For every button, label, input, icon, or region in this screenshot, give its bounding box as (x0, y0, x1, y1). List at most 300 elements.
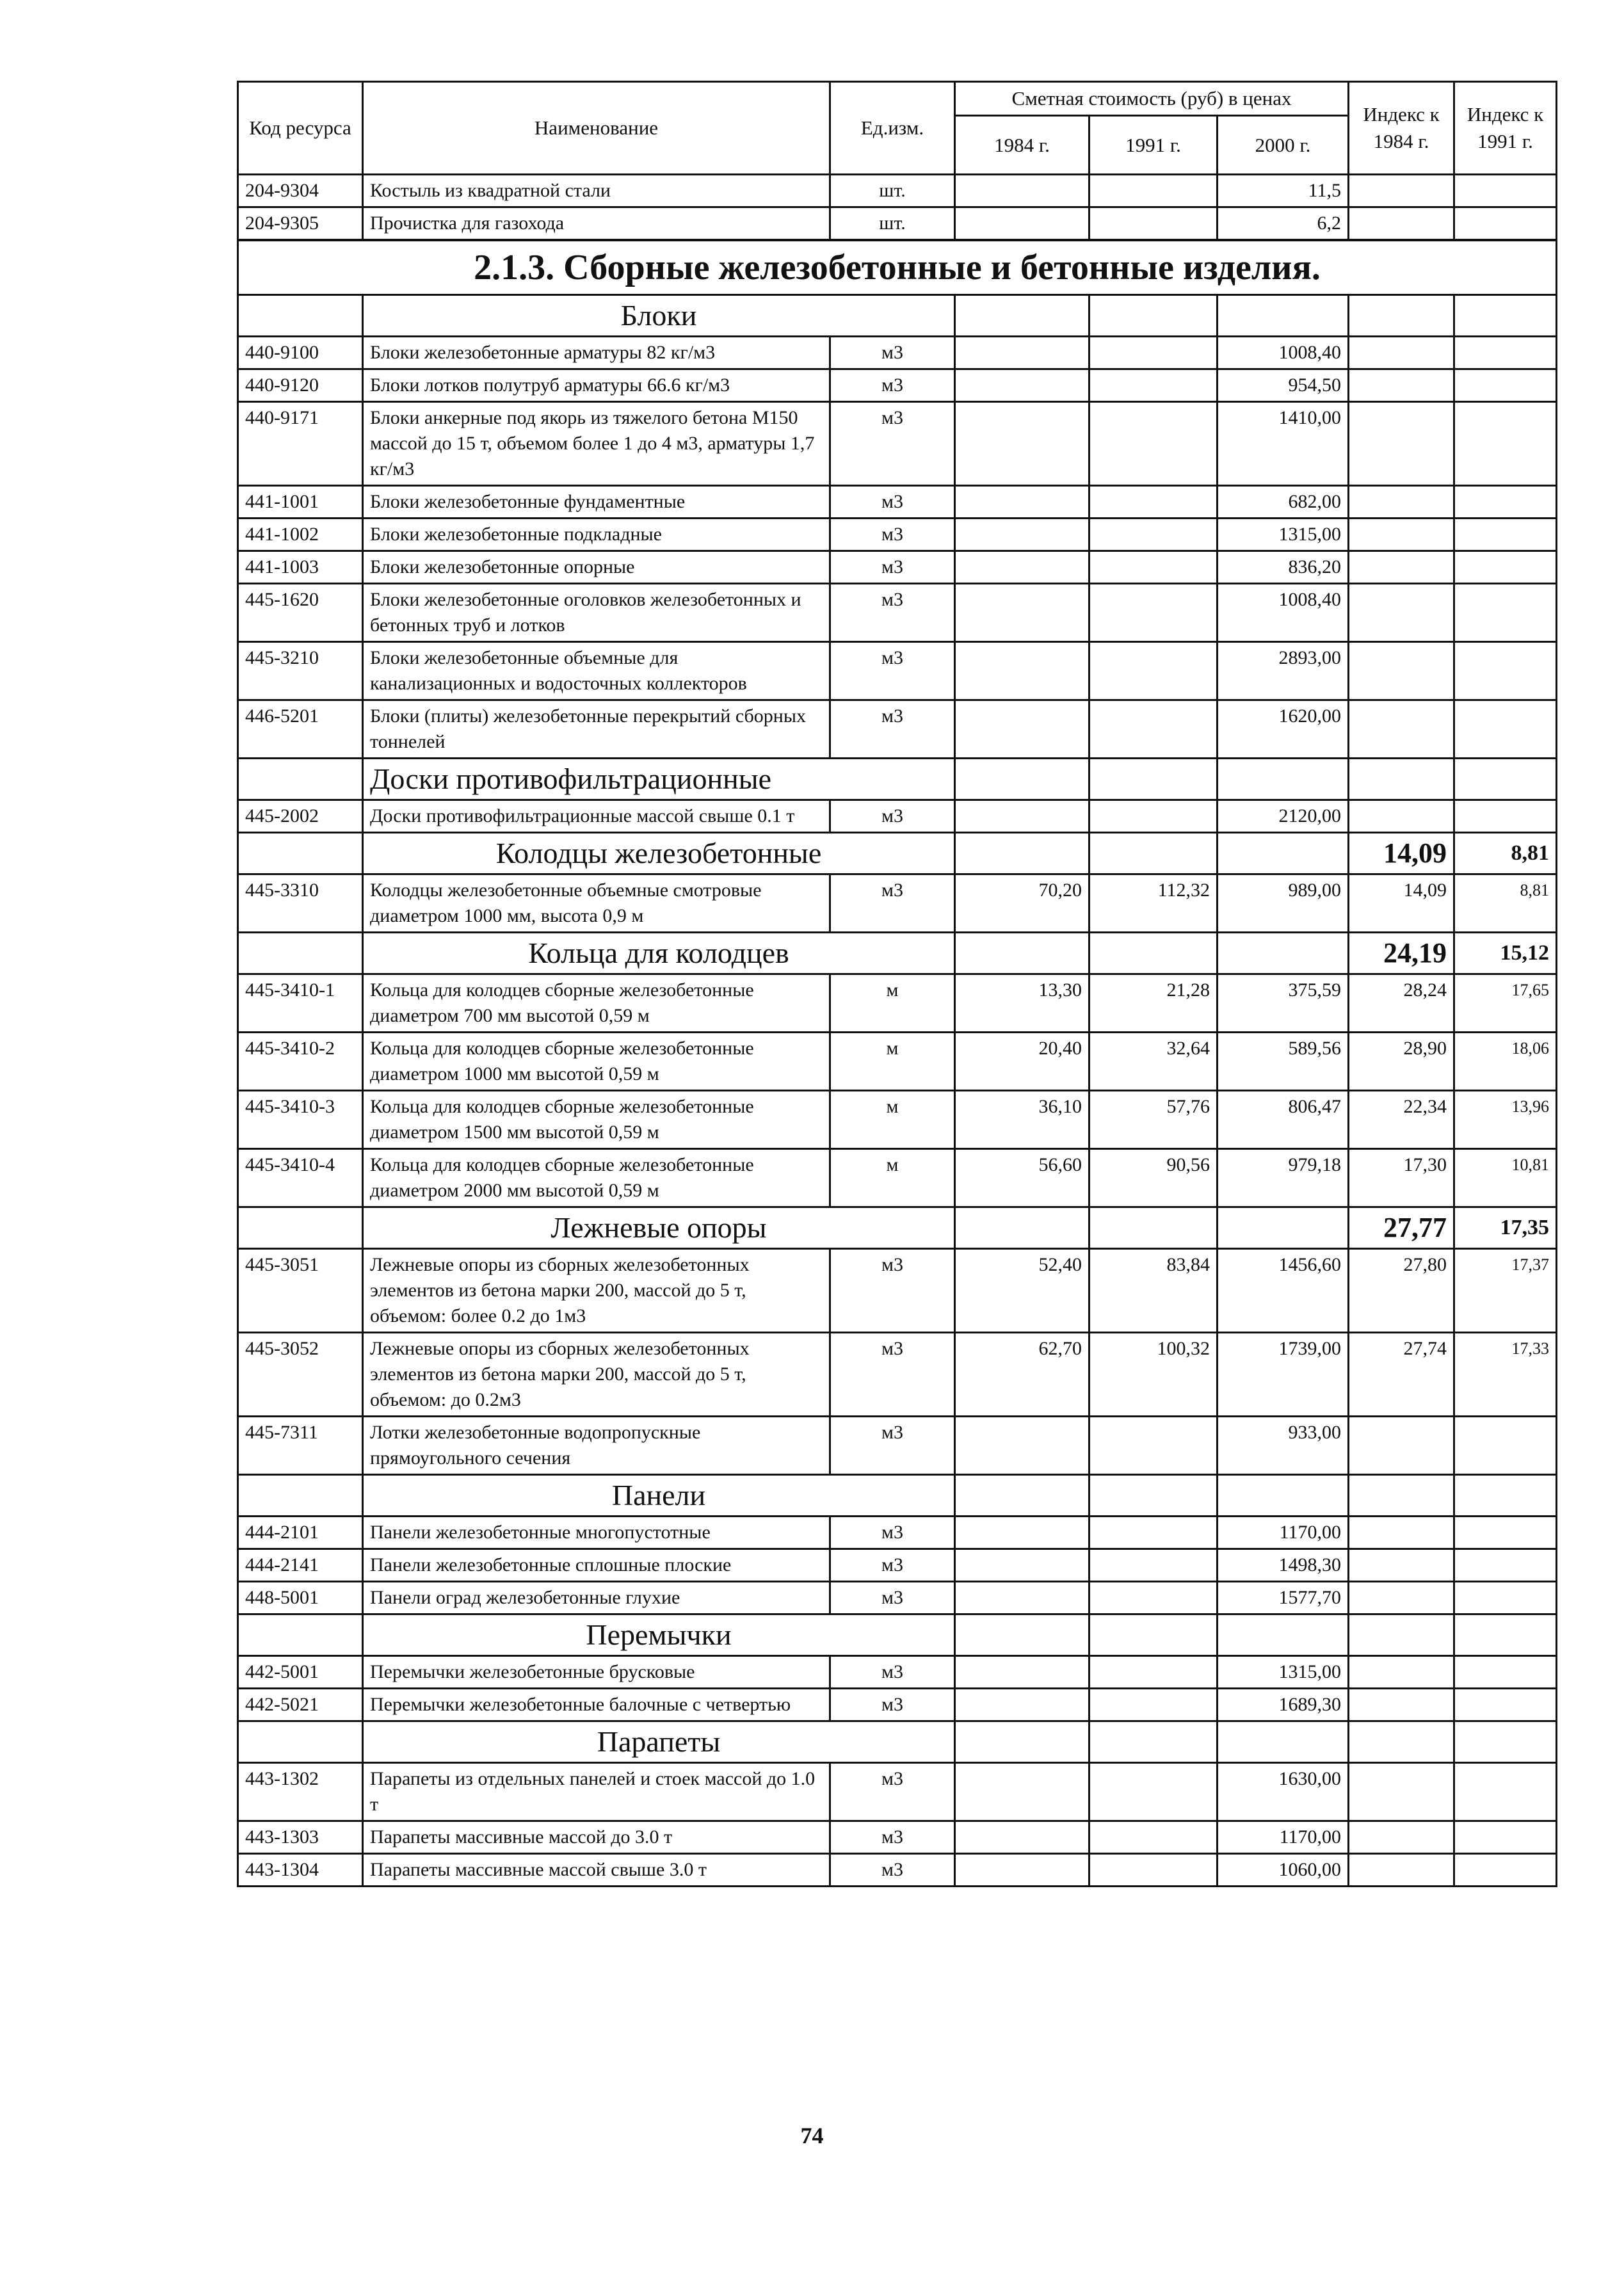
cost-1991-cell (1089, 1517, 1218, 1549)
group-index-1991: 8,81 (1454, 833, 1557, 874)
index-1984-cell (1349, 1689, 1454, 1721)
index-1991-cell: 17,33 (1454, 1333, 1557, 1417)
group-empty-cell (955, 833, 1089, 874)
resource-name-cell: Колодцы железобетонные объемные смотровые диаметром 1000 мм, высота 0,9 м (363, 874, 830, 933)
group-code-cell (238, 833, 363, 874)
resource-code-cell: 440-9171 (238, 402, 363, 486)
cost-2000-cell: 1410,00 (1218, 402, 1349, 486)
table-row (238, 1763, 1557, 1821)
group-empty-cell (1218, 1614, 1349, 1656)
resource-name-cell: Панели оград железобетонные глухие (363, 1582, 830, 1614)
cost-1991-cell (1089, 551, 1218, 584)
cost-1991-cell: 100,32 (1089, 1333, 1218, 1417)
group-empty-cell (1218, 1721, 1349, 1763)
unit-cell: м3 (830, 402, 955, 486)
group-code-cell (238, 759, 363, 800)
cost-1991-cell: 83,84 (1089, 1249, 1218, 1333)
cost-2000-cell: 806,47 (1218, 1091, 1349, 1149)
group-empty-cell (1089, 295, 1218, 337)
table-row (238, 700, 1557, 759)
resource-name-cell: Блоки железобетонные подкладные (363, 519, 830, 551)
cost-1991-cell: 21,28 (1089, 974, 1218, 1033)
cost-2000-cell: 1498,30 (1218, 1549, 1349, 1582)
unit-cell: м3 (830, 1656, 955, 1689)
table-row (238, 1549, 1557, 1582)
cost-2000-cell: 1315,00 (1218, 1656, 1349, 1689)
resource-code-cell: 445-3310 (238, 874, 363, 933)
unit-cell: шт. (830, 175, 955, 207)
cost-2000-cell: 375,59 (1218, 974, 1349, 1033)
table-row (238, 974, 1557, 1033)
table-row (238, 1333, 1557, 1417)
index-1991-cell (1454, 175, 1557, 207)
index-1984-cell: 22,34 (1349, 1091, 1454, 1149)
group-heading-row (238, 1207, 1557, 1249)
table-row (238, 1821, 1557, 1854)
group-index-1984 (1349, 759, 1454, 800)
cost-2000-cell: 1060,00 (1218, 1854, 1349, 1887)
resource-name-cell: Блоки железобетонные арматуры 82 кг/м3 (363, 337, 830, 369)
index-1991-cell (1454, 402, 1557, 486)
group-index-1991 (1454, 759, 1557, 800)
cost-2000-cell: 682,00 (1218, 486, 1349, 519)
resource-name-cell: Блоки железобетонные опорные (363, 551, 830, 584)
cost-1991-cell (1089, 402, 1218, 486)
index-1991-cell (1454, 1854, 1557, 1887)
group-title: Лежневые опоры (363, 1207, 955, 1249)
unit-cell: м3 (830, 1821, 955, 1854)
resource-name-cell: Блоки железобетонные фундаментные (363, 486, 830, 519)
group-empty-cell (955, 295, 1089, 337)
cost-1991-cell (1089, 369, 1218, 402)
unit-cell: м3 (830, 369, 955, 402)
resource-code-cell: 441-1003 (238, 551, 363, 584)
cost-1991-cell (1089, 1821, 1218, 1854)
resource-name-cell: Прочистка для газохода (363, 207, 830, 241)
group-heading-row (238, 1614, 1557, 1656)
index-1984-cell: 27,74 (1349, 1333, 1454, 1417)
index-1991-cell (1454, 551, 1557, 584)
cost-1991-cell (1089, 207, 1218, 241)
group-heading-row (238, 1721, 1557, 1763)
unit-cell: м3 (830, 1517, 955, 1549)
cost-1991-cell (1089, 800, 1218, 833)
cost-1991-cell (1089, 1854, 1218, 1887)
cost-1984-cell (955, 402, 1089, 486)
index-1991-cell: 8,81 (1454, 874, 1557, 933)
unit-cell: шт. (830, 207, 955, 241)
cost-1984-cell (955, 1689, 1089, 1721)
resource-code-cell: 445-3051 (238, 1249, 363, 1333)
resource-name-cell: Перемычки железобетонные балочные с четвертью (363, 1689, 830, 1721)
group-index-1991 (1454, 1721, 1557, 1763)
cost-2000-cell: 1577,70 (1218, 1582, 1349, 1614)
resource-code-cell: 440-9100 (238, 337, 363, 369)
resource-name-cell: Кольца для колодцев сборные железобетонные диаметром 1000 мм высотой 0,59 м (363, 1033, 830, 1091)
resource-name-cell: Блоки анкерные под якорь из тяжелого бетона М150 массой до 15 т, объемом более 1 до 4 м3, арматуры 1,7 кг/м3 (363, 402, 830, 486)
group-index-1984: 24,19 (1349, 933, 1454, 974)
group-empty-cell (1089, 933, 1218, 974)
group-code-cell (238, 1614, 363, 1656)
resource-name-cell: Доски противофильтрационные массой свыше 0.1 т (363, 800, 830, 833)
index-1991-cell (1454, 207, 1557, 241)
index-1984-cell: 14,09 (1349, 874, 1454, 933)
table-row (238, 1517, 1557, 1549)
cost-1991-cell (1089, 175, 1218, 207)
group-empty-cell (955, 759, 1089, 800)
resource-code-cell: 443-1302 (238, 1763, 363, 1821)
resource-name-cell: Перемычки железобетонные брусковые (363, 1656, 830, 1689)
group-empty-cell (1218, 1475, 1349, 1517)
cost-2000-cell: 1456,60 (1218, 1249, 1349, 1333)
table-row (238, 486, 1557, 519)
table-row (238, 800, 1557, 833)
index-1991-cell: 10,81 (1454, 1149, 1557, 1207)
unit-cell: м3 (830, 337, 955, 369)
header-cost-group: Сметная стоимость (руб) в ценах (955, 82, 1349, 116)
resource-code-cell: 448-5001 (238, 1582, 363, 1614)
cost-1984-cell (955, 700, 1089, 759)
cost-1984-cell: 56,60 (955, 1149, 1089, 1207)
header-index-1991: Индекс к 1991 г. (1454, 82, 1557, 175)
group-empty-cell (955, 1614, 1089, 1656)
resource-code-cell: 444-2141 (238, 1549, 363, 1582)
unit-cell: м3 (830, 1582, 955, 1614)
resource-code-cell: 445-3052 (238, 1333, 363, 1417)
cost-1991-cell (1089, 1689, 1218, 1721)
header-code: Код ресурса (238, 82, 363, 175)
cost-2000-cell: 2120,00 (1218, 800, 1349, 833)
unit-cell: м3 (830, 584, 955, 642)
resource-code-cell: 445-3410-1 (238, 974, 363, 1033)
cost-1984-cell: 62,70 (955, 1333, 1089, 1417)
cost-1991-cell (1089, 700, 1218, 759)
cost-2000-cell: 589,56 (1218, 1033, 1349, 1091)
page-number: 74 (800, 2123, 824, 2148)
table-row (238, 874, 1557, 933)
resource-code-cell: 204-9304 (238, 175, 363, 207)
cost-1991-cell: 112,32 (1089, 874, 1218, 933)
group-heading-row (238, 1475, 1557, 1517)
group-title: Панели (363, 1475, 955, 1517)
group-empty-cell (1218, 759, 1349, 800)
resource-code-cell: 445-7311 (238, 1417, 363, 1475)
cost-2000-cell: 1689,30 (1218, 1689, 1349, 1721)
header-index-1984: Индекс к 1984 г. (1349, 82, 1454, 175)
unit-cell: м3 (830, 1333, 955, 1417)
header-year-2000: 2000 г. (1218, 116, 1349, 175)
cost-1984-cell (955, 369, 1089, 402)
index-1991-cell (1454, 1821, 1557, 1854)
cost-1984-cell (955, 1854, 1089, 1887)
table-row (238, 584, 1557, 642)
index-1984-cell (1349, 642, 1454, 700)
group-code-cell (238, 295, 363, 337)
resource-code-cell: 445-3410-4 (238, 1149, 363, 1207)
index-1991-cell: 17,37 (1454, 1249, 1557, 1333)
resource-name-cell: Панели железобетонные сплошные плоские (363, 1549, 830, 1582)
cost-1984-cell (955, 1417, 1089, 1475)
group-empty-cell (1218, 833, 1349, 874)
price-table (237, 81, 1557, 1887)
resource-name-cell: Лежневые опоры из сборных железобетонных элементов из бетона марки 200, массой до 5 т, объемом: до 0.2м3 (363, 1333, 830, 1417)
cost-2000-cell: 933,00 (1218, 1417, 1349, 1475)
cost-1984-cell (955, 519, 1089, 551)
index-1991-cell: 18,06 (1454, 1033, 1557, 1091)
cost-2000-cell: 1170,00 (1218, 1821, 1349, 1854)
group-title: Парапеты (363, 1721, 955, 1763)
resource-name-cell: Блоки железобетонные оголовков железобетонных и бетонных труб и лотков (363, 584, 830, 642)
index-1984-cell (1349, 1854, 1454, 1887)
cost-1991-cell (1089, 1656, 1218, 1689)
resource-name-cell: Блоки железобетонные объемные для канализационных и водосточных коллекторов (363, 642, 830, 700)
unit-cell: м3 (830, 1854, 955, 1887)
cost-1984-cell (955, 1763, 1089, 1821)
index-1984-cell (1349, 1582, 1454, 1614)
table-row (238, 369, 1557, 402)
cost-1984-cell: 20,40 (955, 1033, 1089, 1091)
cost-2000-cell: 954,50 (1218, 369, 1349, 402)
resource-name-cell: Лежневые опоры из сборных железобетонных элементов из бетона марки 200, массой до 5 т, объемом: более 0.2 до 1м3 (363, 1249, 830, 1333)
index-1984-cell (1349, 175, 1454, 207)
group-code-cell (238, 1721, 363, 1763)
index-1991-cell (1454, 369, 1557, 402)
table-row (238, 1091, 1557, 1149)
price-sheet (237, 81, 1556, 1887)
group-index-1984 (1349, 1475, 1454, 1517)
cost-2000-cell: 1739,00 (1218, 1333, 1349, 1417)
group-index-1991: 17,35 (1454, 1207, 1557, 1249)
table-row (238, 1582, 1557, 1614)
index-1984-cell (1349, 207, 1454, 241)
index-1991-cell (1454, 1689, 1557, 1721)
index-1984-cell (1349, 1417, 1454, 1475)
cost-2000-cell: 1170,00 (1218, 1517, 1349, 1549)
cost-1984-cell: 70,20 (955, 874, 1089, 933)
resource-name-cell: Блоки (плиты) железобетонные перекрытий сборных тоннелей (363, 700, 830, 759)
cost-2000-cell: 11,5 (1218, 175, 1349, 207)
cost-1991-cell: 90,56 (1089, 1149, 1218, 1207)
unit-cell: м3 (830, 700, 955, 759)
resource-code-cell: 441-1001 (238, 486, 363, 519)
group-title: Колодцы железобетонные (363, 833, 955, 874)
cost-2000-cell: 836,20 (1218, 551, 1349, 584)
cost-1984-cell (955, 207, 1089, 241)
cost-1984-cell (955, 486, 1089, 519)
group-heading-row (238, 833, 1557, 874)
unit-cell: м3 (830, 551, 955, 584)
group-heading-row (238, 295, 1557, 337)
unit-cell: м3 (830, 1249, 955, 1333)
resource-name-cell: Парапеты массивные массой свыше 3.0 т (363, 1854, 830, 1887)
index-1984-cell (1349, 337, 1454, 369)
index-1984-cell (1349, 519, 1454, 551)
table-row (238, 207, 1557, 241)
cost-1991-cell (1089, 1763, 1218, 1821)
cost-2000-cell: 979,18 (1218, 1149, 1349, 1207)
header-year-1991: 1991 г. (1089, 116, 1218, 175)
unit-cell: м3 (830, 874, 955, 933)
resource-code-cell: 442-5021 (238, 1689, 363, 1721)
unit-cell: м3 (830, 486, 955, 519)
group-title: Кольца для колодцев (363, 933, 955, 974)
index-1984-cell (1349, 700, 1454, 759)
index-1984-cell: 17,30 (1349, 1149, 1454, 1207)
unit-cell: м (830, 1033, 955, 1091)
group-empty-cell (1089, 1721, 1218, 1763)
cost-2000-cell: 1315,00 (1218, 519, 1349, 551)
resource-code-cell: 446-5201 (238, 700, 363, 759)
index-1984-cell (1349, 551, 1454, 584)
resource-code-cell: 443-1303 (238, 1821, 363, 1854)
table-row (238, 1417, 1557, 1475)
index-1991-cell: 17,65 (1454, 974, 1557, 1033)
index-1984-cell (1349, 1656, 1454, 1689)
index-1984-cell (1349, 1549, 1454, 1582)
resource-name-cell: Парапеты из отдельных панелей и стоек массой до 1.0 т (363, 1763, 830, 1821)
resource-code-cell: 204-9305 (238, 207, 363, 241)
resource-name-cell: Лотки железобетонные водопропускные прямоугольного сечения (363, 1417, 830, 1475)
section-heading-row (238, 240, 1557, 295)
index-1991-cell (1454, 486, 1557, 519)
index-1984-cell (1349, 800, 1454, 833)
cost-1984-cell (955, 584, 1089, 642)
index-1991-cell (1454, 800, 1557, 833)
group-empty-cell (1218, 295, 1349, 337)
unit-cell: м3 (830, 1763, 955, 1821)
unit-cell: м3 (830, 1689, 955, 1721)
table-row (238, 402, 1557, 486)
group-code-cell (238, 1475, 363, 1517)
group-heading-row (238, 933, 1557, 974)
cost-1991-cell (1089, 519, 1218, 551)
resource-code-cell: 445-2002 (238, 800, 363, 833)
resource-name-cell: Панели железобетонные многопустотные (363, 1517, 830, 1549)
index-1991-cell (1454, 519, 1557, 551)
index-1991-cell (1454, 1549, 1557, 1582)
cost-1991-cell (1089, 642, 1218, 700)
index-1984-cell (1349, 369, 1454, 402)
cost-2000-cell: 6,2 (1218, 207, 1349, 241)
group-index-1991 (1454, 295, 1557, 337)
header-year-1984: 1984 г. (955, 116, 1089, 175)
cost-1984-cell (955, 337, 1089, 369)
index-1991-cell (1454, 1417, 1557, 1475)
group-title: Блоки (363, 295, 955, 337)
group-code-cell (238, 1207, 363, 1249)
cost-1984-cell: 13,30 (955, 974, 1089, 1033)
cost-2000-cell: 989,00 (1218, 874, 1349, 933)
cost-1991-cell (1089, 337, 1218, 369)
unit-cell: м (830, 1149, 955, 1207)
resource-code-cell: 443-1304 (238, 1854, 363, 1887)
index-1991-cell (1454, 584, 1557, 642)
resource-name-cell: Костыль из квадратной стали (363, 175, 830, 207)
table-row (238, 551, 1557, 584)
cost-1984-cell (955, 1517, 1089, 1549)
table-row (238, 1249, 1557, 1333)
index-1984-cell: 28,24 (1349, 974, 1454, 1033)
section-title: 2.1.3. Сборные железобетонные и бетонные изделия. (238, 240, 1557, 295)
unit-cell: м3 (830, 519, 955, 551)
index-1984-cell (1349, 1517, 1454, 1549)
group-title: Доски противофильтрационные (363, 759, 955, 800)
resource-code-cell: 444-2101 (238, 1517, 363, 1549)
cost-1991-cell (1089, 1417, 1218, 1475)
index-1991-cell (1454, 1517, 1557, 1549)
cost-2000-cell: 2893,00 (1218, 642, 1349, 700)
unit-cell: м3 (830, 1549, 955, 1582)
group-empty-cell (955, 933, 1089, 974)
table-row (238, 519, 1557, 551)
resource-name-cell: Кольца для колодцев сборные железобетонные диаметром 700 мм высотой 0,59 м (363, 974, 830, 1033)
index-1984-cell (1349, 1763, 1454, 1821)
table-row (238, 1656, 1557, 1689)
cost-1984-cell (955, 1821, 1089, 1854)
index-1984-cell (1349, 584, 1454, 642)
group-code-cell (238, 933, 363, 974)
cost-1984-cell (955, 642, 1089, 700)
resource-code-cell: 445-3410-3 (238, 1091, 363, 1149)
table-row (238, 642, 1557, 700)
cost-2000-cell: 1008,40 (1218, 337, 1349, 369)
unit-cell: м (830, 974, 955, 1033)
group-empty-cell (955, 1721, 1089, 1763)
cost-1991-cell: 57,76 (1089, 1091, 1218, 1149)
cost-1984-cell (955, 1656, 1089, 1689)
group-index-1984 (1349, 1721, 1454, 1763)
index-1991-cell (1454, 642, 1557, 700)
group-index-1984 (1349, 295, 1454, 337)
cost-1984-cell (955, 1549, 1089, 1582)
group-index-1984: 27,77 (1349, 1207, 1454, 1249)
group-index-1984: 14,09 (1349, 833, 1454, 874)
unit-cell: м (830, 1091, 955, 1149)
cost-2000-cell: 1620,00 (1218, 700, 1349, 759)
header-name: Наименование (363, 82, 830, 175)
index-1991-cell (1454, 1763, 1557, 1821)
cost-1984-cell (955, 175, 1089, 207)
table-row (238, 1149, 1557, 1207)
group-empty-cell (1089, 1614, 1218, 1656)
group-empty-cell (955, 1207, 1089, 1249)
index-1991-cell (1454, 700, 1557, 759)
index-1984-cell (1349, 402, 1454, 486)
table-row (238, 1854, 1557, 1887)
resource-code-cell: 441-1002 (238, 519, 363, 551)
group-empty-cell (1089, 1475, 1218, 1517)
cost-1984-cell: 36,10 (955, 1091, 1089, 1149)
resource-code-cell: 445-3210 (238, 642, 363, 700)
group-index-1984 (1349, 1614, 1454, 1656)
group-empty-cell (955, 1475, 1089, 1517)
group-empty-cell (1089, 833, 1218, 874)
cost-1991-cell: 32,64 (1089, 1033, 1218, 1091)
cost-2000-cell: 1630,00 (1218, 1763, 1349, 1821)
group-empty-cell (1089, 759, 1218, 800)
group-index-1991: 15,12 (1454, 933, 1557, 974)
cost-1991-cell (1089, 486, 1218, 519)
group-heading-row (238, 759, 1557, 800)
cost-1984-cell (955, 551, 1089, 584)
cost-1984-cell: 52,40 (955, 1249, 1089, 1333)
unit-cell: м3 (830, 800, 955, 833)
index-1984-cell (1349, 1821, 1454, 1854)
group-title: Перемычки (363, 1614, 955, 1656)
unit-cell: м3 (830, 1417, 955, 1475)
cost-1984-cell (955, 800, 1089, 833)
resource-name-cell: Блоки лотков полутруб арматуры 66.6 кг/м3 (363, 369, 830, 402)
